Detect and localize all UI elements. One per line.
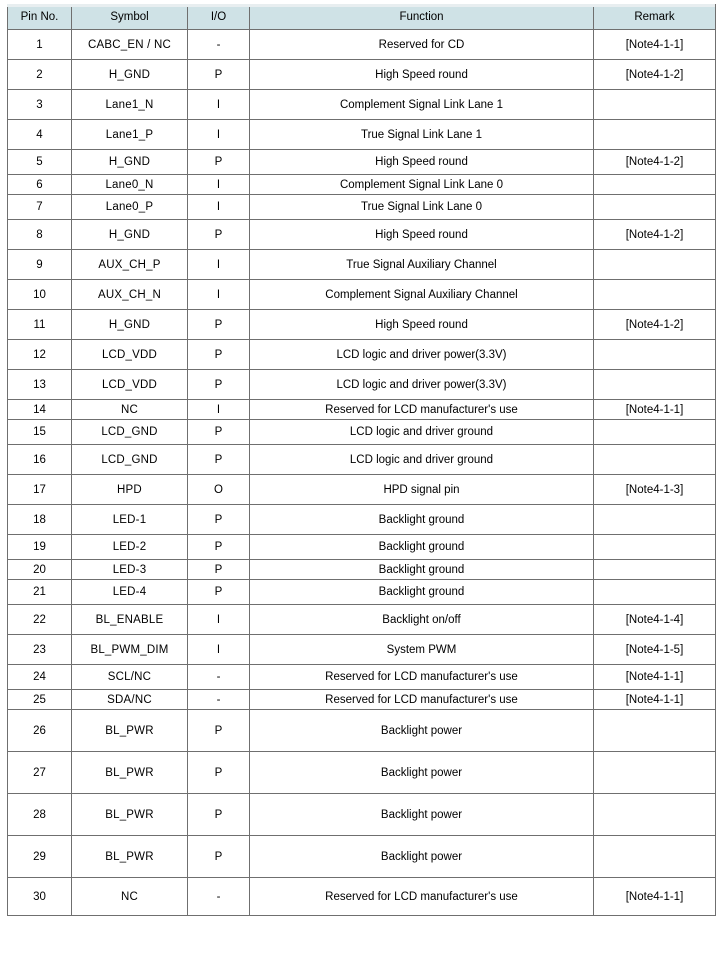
cell-remark: [Note4-1-3] xyxy=(594,475,716,505)
cell-symbol: BL_PWM_DIM xyxy=(72,635,188,665)
cell-function: System PWM xyxy=(250,635,594,665)
cell-symbol: LED-4 xyxy=(72,580,188,605)
table-row xyxy=(8,836,716,878)
page-top-edge xyxy=(7,4,715,7)
cell-pin-no: 23 xyxy=(8,635,72,665)
cell-symbol: H_GND xyxy=(72,220,188,250)
cell-pin-no: 12 xyxy=(8,340,72,370)
cell-remark xyxy=(594,580,716,605)
table-row xyxy=(8,794,716,836)
cell-symbol: BL_ENABLE xyxy=(72,605,188,635)
cell-remark: [Note4-1-4] xyxy=(594,605,716,635)
cell-pin-no: 20 xyxy=(8,560,72,580)
cell-function: True Signal Link Lane 0 xyxy=(250,195,594,220)
cell-remark xyxy=(594,836,716,878)
cell-pin-no: 25 xyxy=(8,690,72,710)
cell-function: Backlight ground xyxy=(250,560,594,580)
cell-io: P xyxy=(188,580,250,605)
table-row xyxy=(8,580,716,605)
cell-remark: [Note4-1-2] xyxy=(594,310,716,340)
cell-pin-no: 10 xyxy=(8,280,72,310)
column-header-symbol: Symbol xyxy=(72,5,188,30)
cell-remark xyxy=(594,710,716,752)
cell-remark xyxy=(594,445,716,475)
cell-remark xyxy=(594,505,716,535)
cell-function: Reserved for CD xyxy=(250,30,594,60)
cell-function: LCD logic and driver power(3.3V) xyxy=(250,370,594,400)
cell-function: High Speed round xyxy=(250,310,594,340)
column-header-function: Function xyxy=(250,5,594,30)
cell-remark xyxy=(594,794,716,836)
cell-symbol: CABC_EN / NC xyxy=(72,30,188,60)
cell-pin-no: 16 xyxy=(8,445,72,475)
cell-io: P xyxy=(188,370,250,400)
cell-pin-no: 27 xyxy=(8,752,72,794)
table-row xyxy=(8,400,716,420)
cell-io: I xyxy=(188,250,250,280)
page-top-edge-fade xyxy=(7,4,715,7)
cell-function: Backlight power xyxy=(250,794,594,836)
cell-pin-no: 8 xyxy=(8,220,72,250)
cell-function: LCD logic and driver ground xyxy=(250,420,594,445)
cell-io: P xyxy=(188,150,250,175)
cell-io: I xyxy=(188,175,250,195)
cell-remark xyxy=(594,752,716,794)
table-row xyxy=(8,605,716,635)
table-row xyxy=(8,535,716,560)
cell-symbol: LCD_VDD xyxy=(72,370,188,400)
cell-function: True Signal Link Lane 1 xyxy=(250,120,594,150)
table-row xyxy=(8,560,716,580)
cell-pin-no: 26 xyxy=(8,710,72,752)
cell-pin-no: 19 xyxy=(8,535,72,560)
cell-symbol: LCD_GND xyxy=(72,420,188,445)
cell-function: HPD signal pin xyxy=(250,475,594,505)
table-row xyxy=(8,710,716,752)
cell-io: P xyxy=(188,752,250,794)
cell-io: P xyxy=(188,794,250,836)
cell-function: Backlight power xyxy=(250,710,594,752)
cell-pin-no: 28 xyxy=(8,794,72,836)
table-row xyxy=(8,60,716,90)
cell-pin-no: 24 xyxy=(8,665,72,690)
cell-io: I xyxy=(188,120,250,150)
cell-symbol: AUX_CH_P xyxy=(72,250,188,280)
table-row xyxy=(8,752,716,794)
cell-symbol: LCD_GND xyxy=(72,445,188,475)
cell-remark xyxy=(594,195,716,220)
cell-function: High Speed round xyxy=(250,60,594,90)
cell-function: Reserved for LCD manufacturer's use xyxy=(250,878,594,916)
cell-symbol: Lane1_N xyxy=(72,90,188,120)
cell-symbol: SDA/NC xyxy=(72,690,188,710)
cell-function: True Signal Auxiliary Channel xyxy=(250,250,594,280)
cell-function: Reserved for LCD manufacturer's use xyxy=(250,690,594,710)
cell-symbol: NC xyxy=(72,878,188,916)
cell-remark xyxy=(594,370,716,400)
pin-assignment-table xyxy=(7,4,716,916)
cell-symbol: LED-2 xyxy=(72,535,188,560)
cell-remark: [Note4-1-2] xyxy=(594,60,716,90)
cell-symbol: SCL/NC xyxy=(72,665,188,690)
cell-pin-no: 18 xyxy=(8,505,72,535)
table-header-row xyxy=(8,5,716,30)
cell-io: - xyxy=(188,878,250,916)
cell-io: P xyxy=(188,445,250,475)
table-row xyxy=(8,505,716,535)
cell-io: P xyxy=(188,560,250,580)
cell-function: Complement Signal Auxiliary Channel xyxy=(250,280,594,310)
cell-io: P xyxy=(188,836,250,878)
cell-function: Backlight on/off xyxy=(250,605,594,635)
cell-remark: [Note4-1-1] xyxy=(594,30,716,60)
table-row xyxy=(8,150,716,175)
cell-pin-no: 30 xyxy=(8,878,72,916)
cell-function: Backlight power xyxy=(250,836,594,878)
cell-symbol: AUX_CH_N xyxy=(72,280,188,310)
cell-symbol: H_GND xyxy=(72,310,188,340)
table-row xyxy=(8,340,716,370)
cell-pin-no: 14 xyxy=(8,400,72,420)
cell-function: Backlight power xyxy=(250,752,594,794)
cell-remark xyxy=(594,90,716,120)
cell-symbol: Lane0_P xyxy=(72,195,188,220)
cell-remark: [Note4-1-2] xyxy=(594,150,716,175)
table-body xyxy=(8,30,716,916)
cell-symbol: LED-1 xyxy=(72,505,188,535)
cell-remark xyxy=(594,250,716,280)
table-row xyxy=(8,90,716,120)
cell-remark xyxy=(594,340,716,370)
column-header-remark: Remark xyxy=(594,5,716,30)
table-row xyxy=(8,175,716,195)
cell-pin-no: 1 xyxy=(8,30,72,60)
cell-io: - xyxy=(188,665,250,690)
cell-io: - xyxy=(188,690,250,710)
cell-remark: [Note4-1-1] xyxy=(594,690,716,710)
cell-pin-no: 3 xyxy=(8,90,72,120)
cell-io: - xyxy=(188,30,250,60)
cell-pin-no: 15 xyxy=(8,420,72,445)
cell-function: Backlight ground xyxy=(250,580,594,605)
cell-io: I xyxy=(188,195,250,220)
cell-symbol: BL_PWR xyxy=(72,836,188,878)
cell-symbol: LED-3 xyxy=(72,560,188,580)
cell-function: Reserved for LCD manufacturer's use xyxy=(250,665,594,690)
cell-symbol: LCD_VDD xyxy=(72,340,188,370)
cell-pin-no: 13 xyxy=(8,370,72,400)
cell-function: Reserved for LCD manufacturer's use xyxy=(250,400,594,420)
table-row xyxy=(8,878,716,916)
cell-remark xyxy=(594,420,716,445)
cell-remark xyxy=(594,175,716,195)
cell-symbol: H_GND xyxy=(72,60,188,90)
cell-io: I xyxy=(188,605,250,635)
cell-pin-no: 6 xyxy=(8,175,72,195)
cell-pin-no: 9 xyxy=(8,250,72,280)
table-row xyxy=(8,30,716,60)
cell-symbol: BL_PWR xyxy=(72,752,188,794)
table-row xyxy=(8,370,716,400)
cell-io: O xyxy=(188,475,250,505)
table-row xyxy=(8,665,716,690)
cell-io: P xyxy=(188,340,250,370)
cell-function: Backlight ground xyxy=(250,535,594,560)
table-row xyxy=(8,690,716,710)
table-header xyxy=(8,5,716,30)
table-row xyxy=(8,250,716,280)
column-header-io: I/O xyxy=(188,5,250,30)
cell-io: P xyxy=(188,220,250,250)
cell-io: P xyxy=(188,60,250,90)
cell-io: P xyxy=(188,310,250,340)
table-row xyxy=(8,120,716,150)
cell-io: P xyxy=(188,420,250,445)
cell-function: High Speed round xyxy=(250,150,594,175)
cell-remark xyxy=(594,560,716,580)
cell-io: I xyxy=(188,400,250,420)
cell-io: P xyxy=(188,535,250,560)
cell-pin-no: 5 xyxy=(8,150,72,175)
cell-remark: [Note4-1-1] xyxy=(594,400,716,420)
cell-function: LCD logic and driver power(3.3V) xyxy=(250,340,594,370)
cell-remark xyxy=(594,120,716,150)
table-row xyxy=(8,195,716,220)
cell-function: Backlight ground xyxy=(250,505,594,535)
cell-symbol: BL_PWR xyxy=(72,794,188,836)
cell-remark: [Note4-1-1] xyxy=(594,878,716,916)
cell-io: I xyxy=(188,280,250,310)
table-row xyxy=(8,310,716,340)
cell-remark: [Note4-1-5] xyxy=(594,635,716,665)
cell-remark xyxy=(594,280,716,310)
cell-io: I xyxy=(188,90,250,120)
table-row xyxy=(8,635,716,665)
cell-pin-no: 11 xyxy=(8,310,72,340)
cell-function: Complement Signal Link Lane 1 xyxy=(250,90,594,120)
table-row xyxy=(8,445,716,475)
cell-remark xyxy=(594,535,716,560)
cell-function: Complement Signal Link Lane 0 xyxy=(250,175,594,195)
cell-function: LCD logic and driver ground xyxy=(250,445,594,475)
cell-io: P xyxy=(188,505,250,535)
cell-io: P xyxy=(188,710,250,752)
column-header-pin-no: Pin No. xyxy=(8,5,72,30)
cell-pin-no: 21 xyxy=(8,580,72,605)
cell-function: High Speed round xyxy=(250,220,594,250)
cell-symbol: Lane1_P xyxy=(72,120,188,150)
cell-remark: [Note4-1-2] xyxy=(594,220,716,250)
document-page xyxy=(0,4,722,977)
cell-symbol: NC xyxy=(72,400,188,420)
table-row xyxy=(8,420,716,445)
table-row xyxy=(8,280,716,310)
table-row xyxy=(8,220,716,250)
table-row xyxy=(8,475,716,505)
cell-pin-no: 2 xyxy=(8,60,72,90)
cell-symbol: Lane0_N xyxy=(72,175,188,195)
cell-symbol: BL_PWR xyxy=(72,710,188,752)
cell-remark: [Note4-1-1] xyxy=(594,665,716,690)
cell-pin-no: 17 xyxy=(8,475,72,505)
cell-io: I xyxy=(188,635,250,665)
cell-pin-no: 29 xyxy=(8,836,72,878)
cell-symbol: HPD xyxy=(72,475,188,505)
cell-symbol: H_GND xyxy=(72,150,188,175)
cell-pin-no: 22 xyxy=(8,605,72,635)
cell-pin-no: 7 xyxy=(8,195,72,220)
cell-pin-no: 4 xyxy=(8,120,72,150)
